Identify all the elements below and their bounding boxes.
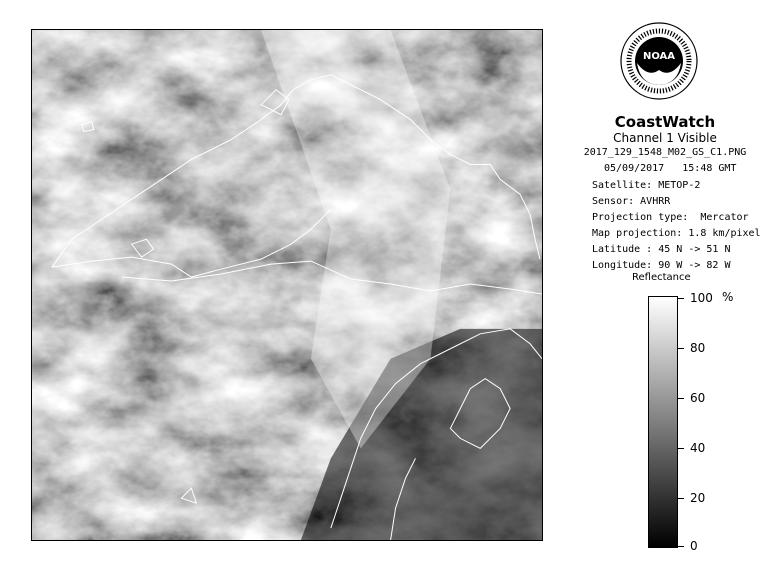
colorbar-tick-label: 40 [690,441,706,455]
sensor-label: Sensor: AVHRR [592,196,671,207]
logo-text: NOAA [642,51,676,62]
colorbar-tick [678,348,684,349]
app-title: CoastWatch [614,113,716,131]
reflectance-colorbar [648,296,678,548]
datetime-label: 05/09/2017 15:48 GMT [604,163,737,174]
satellite-label: Satellite: METOP-2 [592,180,701,191]
colorbar-tick [678,546,684,547]
colorbar-tick-label: 80 [690,341,706,355]
map-projection-label: Map projection: 1.8 km/pixel [592,228,761,239]
colorbar-tick-label: 60 [690,391,706,405]
projection-type-label: Projection type: Mercator [592,212,749,223]
colorbar-tick [678,448,684,449]
longitude-label: Longitude: 90 W -> 82 W [592,260,731,271]
colorbar-unit: % [722,290,734,304]
colorbar-tick [678,298,684,299]
channel-label: Channel 1 Visible [613,131,717,145]
colorbar-title: Reflectance [632,272,691,283]
noaa-logo [620,22,698,100]
colorbar-tick-label: 100 [690,291,713,305]
colorbar-tick-label: 20 [690,491,706,505]
colorbar-tick [678,498,684,499]
colorbar-tick [678,398,684,399]
colorbar-tick-label: 0 [690,539,698,553]
filename-label: 2017_129_1548_M02_GS_C1.PNG [583,147,747,158]
satellite-image-panel [31,29,543,541]
latitude-label: Latitude : 45 N -> 51 N [592,244,731,255]
